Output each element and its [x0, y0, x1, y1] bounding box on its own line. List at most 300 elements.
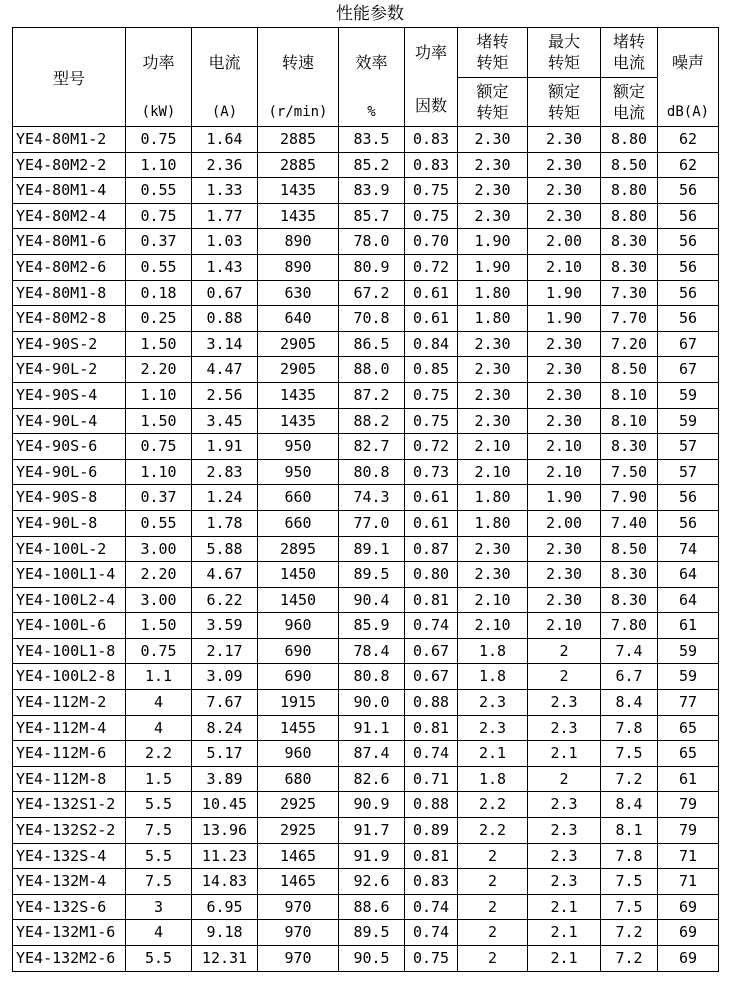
cell-locked-current-ratio: 7.2 [601, 920, 658, 946]
cell-speed: 630 [258, 280, 339, 306]
cell-speed: 1450 [258, 562, 339, 588]
cell-power: 0.18 [126, 280, 192, 306]
cell-locked-torque-ratio: 1.80 [458, 306, 528, 332]
cell-speed: 890 [258, 254, 339, 280]
table-row [13, 766, 719, 792]
table-row [13, 946, 719, 972]
table-row [13, 306, 719, 332]
cell-noise: 62 [658, 127, 719, 153]
cell-power: 1.5 [126, 766, 192, 792]
cell-noise: 56 [658, 229, 719, 255]
cell-speed: 950 [258, 459, 339, 485]
cell-locked-current-ratio: 7.30 [601, 280, 658, 306]
cell-model: YE4-90L-2 [13, 357, 126, 383]
cell-model: YE4-80M1-2 [13, 127, 126, 153]
cell-noise: 56 [658, 178, 719, 204]
cell-locked-current-ratio: 8.10 [601, 382, 658, 408]
cell-power: 0.55 [126, 178, 192, 204]
cell-power-factor: 0.83 [405, 869, 458, 895]
table-row [13, 459, 719, 485]
cell-speed: 970 [258, 920, 339, 946]
cell-max-torque-ratio: 2.3 [528, 715, 601, 741]
cell-speed: 1915 [258, 690, 339, 716]
cell-max-torque-ratio: 2.3 [528, 843, 601, 869]
cell-model: YE4-112M-8 [13, 766, 126, 792]
cell-power-factor: 0.72 [405, 254, 458, 280]
cell-current: 5.17 [192, 741, 258, 767]
cell-speed: 2925 [258, 818, 339, 844]
cell-locked-torque-ratio: 1.90 [458, 254, 528, 280]
cell-speed: 2905 [258, 357, 339, 383]
cell-speed: 1435 [258, 382, 339, 408]
cell-speed: 1435 [258, 408, 339, 434]
cell-current: 3.89 [192, 766, 258, 792]
cell-speed: 1450 [258, 587, 339, 613]
cell-max-torque-ratio: 2.1 [528, 741, 601, 767]
table-row [13, 229, 719, 255]
cell-power: 5.5 [126, 792, 192, 818]
cell-max-torque-ratio: 2.30 [528, 178, 601, 204]
cell-locked-current-ratio: 8.50 [601, 536, 658, 562]
cell-current: 1.33 [192, 178, 258, 204]
cell-max-torque-ratio: 2.30 [528, 331, 601, 357]
cell-current: 2.56 [192, 382, 258, 408]
cell-model: YE4-80M1-8 [13, 280, 126, 306]
cell-max-torque-ratio: 2.30 [528, 382, 601, 408]
header-power: 功率 (kW) [126, 28, 192, 127]
table-row [13, 127, 719, 153]
cell-speed: 1465 [258, 843, 339, 869]
cell-noise: 56 [658, 510, 719, 536]
cell-power-factor: 0.61 [405, 280, 458, 306]
cell-power: 0.75 [126, 638, 192, 664]
cell-max-torque-ratio: 2.30 [528, 587, 601, 613]
table-row [13, 254, 719, 280]
cell-locked-current-ratio: 7.5 [601, 869, 658, 895]
cell-power: 1.1 [126, 664, 192, 690]
cell-max-torque-ratio: 2.30 [528, 536, 601, 562]
cell-power-factor: 0.88 [405, 792, 458, 818]
cell-power: 2.20 [126, 357, 192, 383]
cell-model: YE4-80M2-4 [13, 203, 126, 229]
cell-noise: 79 [658, 792, 719, 818]
cell-power: 2.20 [126, 562, 192, 588]
cell-model: YE4-100L2-8 [13, 664, 126, 690]
cell-locked-torque-ratio: 2.1 [458, 741, 528, 767]
table-title: 性能参数 [336, 4, 404, 24]
cell-power: 7.5 [126, 869, 192, 895]
cell-efficiency: 89.5 [339, 920, 405, 946]
cell-efficiency: 80.8 [339, 459, 405, 485]
cell-power-factor: 0.75 [405, 408, 458, 434]
cell-speed: 960 [258, 741, 339, 767]
cell-locked-torque-ratio: 1.8 [458, 638, 528, 664]
cell-locked-current-ratio: 7.2 [601, 766, 658, 792]
cell-locked-torque-ratio: 1.90 [458, 229, 528, 255]
cell-speed: 660 [258, 485, 339, 511]
cell-model: YE4-100L1-8 [13, 638, 126, 664]
cell-model: YE4-132S1-2 [13, 792, 126, 818]
cell-power: 0.55 [126, 254, 192, 280]
cell-current: 0.88 [192, 306, 258, 332]
cell-power-factor: 0.89 [405, 818, 458, 844]
cell-locked-current-ratio: 8.30 [601, 434, 658, 460]
cell-power: 1.50 [126, 408, 192, 434]
cell-locked-current-ratio: 7.2 [601, 946, 658, 972]
cell-noise: 67 [658, 357, 719, 383]
cell-efficiency: 91.9 [339, 843, 405, 869]
cell-power: 5.5 [126, 843, 192, 869]
cell-model: YE4-100L-2 [13, 536, 126, 562]
cell-power: 4 [126, 690, 192, 716]
table-row [13, 485, 719, 511]
cell-locked-torque-ratio: 2.30 [458, 562, 528, 588]
cell-locked-current-ratio: 8.30 [601, 562, 658, 588]
cell-speed: 2895 [258, 536, 339, 562]
cell-locked-current-ratio: 7.80 [601, 613, 658, 639]
header-max-torque: 最大 转矩 额定 转矩 [528, 28, 601, 127]
cell-noise: 65 [658, 715, 719, 741]
cell-current: 1.64 [192, 127, 258, 153]
cell-speed: 680 [258, 766, 339, 792]
cell-model: YE4-112M-2 [13, 690, 126, 716]
cell-current: 7.67 [192, 690, 258, 716]
table-row [13, 741, 719, 767]
cell-max-torque-ratio: 2.3 [528, 818, 601, 844]
cell-noise: 59 [658, 638, 719, 664]
cell-locked-current-ratio: 8.30 [601, 587, 658, 613]
cell-efficiency: 90.0 [339, 690, 405, 716]
cell-power-factor: 0.88 [405, 690, 458, 716]
cell-current: 3.59 [192, 613, 258, 639]
cell-max-torque-ratio: 2.3 [528, 869, 601, 895]
cell-power: 0.75 [126, 127, 192, 153]
cell-efficiency: 88.2 [339, 408, 405, 434]
cell-noise: 64 [658, 587, 719, 613]
cell-efficiency: 70.8 [339, 306, 405, 332]
cell-noise: 71 [658, 843, 719, 869]
cell-locked-torque-ratio: 2.10 [458, 434, 528, 460]
cell-locked-current-ratio: 8.80 [601, 203, 658, 229]
cell-efficiency: 88.6 [339, 894, 405, 920]
cell-locked-torque-ratio: 2 [458, 843, 528, 869]
cell-max-torque-ratio: 2.30 [528, 127, 601, 153]
cell-power-factor: 0.81 [405, 587, 458, 613]
cell-max-torque-ratio: 2.30 [528, 152, 601, 178]
cell-model: YE4-132S-6 [13, 894, 126, 920]
cell-efficiency: 85.2 [339, 152, 405, 178]
cell-current: 4.67 [192, 562, 258, 588]
cell-locked-current-ratio: 7.90 [601, 485, 658, 511]
cell-locked-torque-ratio: 2 [458, 946, 528, 972]
cell-efficiency: 87.4 [339, 741, 405, 767]
cell-efficiency: 89.1 [339, 536, 405, 562]
cell-power-factor: 0.67 [405, 638, 458, 664]
cell-max-torque-ratio: 1.90 [528, 485, 601, 511]
cell-power: 0.75 [126, 434, 192, 460]
cell-current: 1.03 [192, 229, 258, 255]
cell-noise: 71 [658, 869, 719, 895]
cell-power-factor: 0.85 [405, 357, 458, 383]
cell-model: YE4-80M2-8 [13, 306, 126, 332]
cell-efficiency: 92.6 [339, 869, 405, 895]
cell-locked-torque-ratio: 1.80 [458, 510, 528, 536]
cell-current: 1.91 [192, 434, 258, 460]
cell-power-factor: 0.81 [405, 843, 458, 869]
cell-max-torque-ratio: 2.1 [528, 920, 601, 946]
cell-model: YE4-90L-8 [13, 510, 126, 536]
cell-current: 8.24 [192, 715, 258, 741]
cell-power-factor: 0.71 [405, 766, 458, 792]
cell-power: 1.10 [126, 152, 192, 178]
table-row [13, 638, 719, 664]
cell-power: 0.37 [126, 485, 192, 511]
cell-max-torque-ratio: 2.1 [528, 894, 601, 920]
cell-current: 11.23 [192, 843, 258, 869]
cell-locked-torque-ratio: 2.30 [458, 382, 528, 408]
cell-max-torque-ratio: 2.10 [528, 459, 601, 485]
cell-power-factor: 0.75 [405, 946, 458, 972]
cell-locked-current-ratio: 8.30 [601, 229, 658, 255]
cell-power-factor: 0.80 [405, 562, 458, 588]
cell-max-torque-ratio: 2.30 [528, 562, 601, 588]
table-row [13, 178, 719, 204]
cell-power: 7.5 [126, 818, 192, 844]
header-efficiency: 效率 % [339, 28, 405, 127]
table-row [13, 715, 719, 741]
cell-noise: 69 [658, 894, 719, 920]
performance-table [12, 27, 719, 972]
cell-locked-torque-ratio: 2.10 [458, 587, 528, 613]
table-row [13, 434, 719, 460]
cell-power-factor: 0.67 [405, 664, 458, 690]
cell-locked-current-ratio: 7.8 [601, 715, 658, 741]
cell-power: 1.10 [126, 382, 192, 408]
cell-model: YE4-100L-6 [13, 613, 126, 639]
cell-noise: 77 [658, 690, 719, 716]
cell-speed: 660 [258, 510, 339, 536]
cell-locked-torque-ratio: 2.3 [458, 715, 528, 741]
cell-speed: 2885 [258, 127, 339, 153]
cell-current: 1.77 [192, 203, 258, 229]
cell-noise: 56 [658, 254, 719, 280]
table-row [13, 843, 719, 869]
cell-power: 2.2 [126, 741, 192, 767]
cell-model: YE4-90S-2 [13, 331, 126, 357]
cell-locked-torque-ratio: 2 [458, 920, 528, 946]
cell-power-factor: 0.61 [405, 306, 458, 332]
header-model: 型号 [13, 28, 126, 127]
cell-max-torque-ratio: 2.10 [528, 254, 601, 280]
cell-noise: 69 [658, 946, 719, 972]
cell-power-factor: 0.74 [405, 920, 458, 946]
cell-locked-torque-ratio: 2.30 [458, 357, 528, 383]
cell-current: 13.96 [192, 818, 258, 844]
cell-max-torque-ratio: 2.1 [528, 946, 601, 972]
cell-noise: 56 [658, 203, 719, 229]
cell-noise: 62 [658, 152, 719, 178]
cell-speed: 2905 [258, 331, 339, 357]
cell-power: 1.50 [126, 331, 192, 357]
cell-power-factor: 0.75 [405, 203, 458, 229]
cell-noise: 59 [658, 408, 719, 434]
cell-power-factor: 0.84 [405, 331, 458, 357]
cell-speed: 690 [258, 664, 339, 690]
cell-max-torque-ratio: 2.10 [528, 434, 601, 460]
cell-speed: 1435 [258, 178, 339, 204]
cell-locked-torque-ratio: 2.10 [458, 613, 528, 639]
table-row [13, 382, 719, 408]
cell-speed: 950 [258, 434, 339, 460]
cell-efficiency: 83.9 [339, 178, 405, 204]
cell-efficiency: 74.3 [339, 485, 405, 511]
cell-max-torque-ratio: 2 [528, 638, 601, 664]
header-locked-rotor-torque: 堵转 转矩 额定 转矩 [458, 28, 528, 127]
cell-model: YE4-132S-4 [13, 843, 126, 869]
cell-current: 1.43 [192, 254, 258, 280]
cell-model: YE4-80M1-4 [13, 178, 126, 204]
cell-power: 1.50 [126, 613, 192, 639]
header-noise: 噪声 dB(A) [658, 28, 719, 127]
cell-model: YE4-132M1-6 [13, 920, 126, 946]
cell-current: 5.88 [192, 536, 258, 562]
cell-locked-current-ratio: 8.10 [601, 408, 658, 434]
cell-model: YE4-100L1-4 [13, 562, 126, 588]
cell-power-factor: 0.83 [405, 152, 458, 178]
cell-locked-current-ratio: 7.5 [601, 894, 658, 920]
cell-locked-current-ratio: 8.80 [601, 178, 658, 204]
table-row [13, 357, 719, 383]
cell-locked-current-ratio: 8.50 [601, 357, 658, 383]
table-row [13, 792, 719, 818]
cell-efficiency: 87.2 [339, 382, 405, 408]
table-row [13, 587, 719, 613]
table-row [13, 562, 719, 588]
cell-efficiency: 67.2 [339, 280, 405, 306]
cell-max-torque-ratio: 2.3 [528, 792, 601, 818]
cell-power-factor: 0.61 [405, 510, 458, 536]
cell-noise: 61 [658, 613, 719, 639]
header-power-factor: 功率 因数 [405, 28, 458, 127]
table-row [13, 869, 719, 895]
cell-locked-current-ratio: 8.1 [601, 818, 658, 844]
cell-power: 4 [126, 715, 192, 741]
cell-model: YE4-132M-4 [13, 869, 126, 895]
cell-power: 3.00 [126, 587, 192, 613]
cell-model: YE4-90L-4 [13, 408, 126, 434]
cell-noise: 59 [658, 382, 719, 408]
cell-locked-torque-ratio: 1.80 [458, 280, 528, 306]
cell-locked-torque-ratio: 2.10 [458, 459, 528, 485]
header-locked-rotor-current: 堵转 电流 额定 电流 [601, 28, 658, 127]
cell-efficiency: 86.5 [339, 331, 405, 357]
cell-efficiency: 80.8 [339, 664, 405, 690]
table-row [13, 510, 719, 536]
table-row [13, 894, 719, 920]
cell-efficiency: 78.4 [339, 638, 405, 664]
table-body [13, 127, 719, 972]
cell-current: 1.24 [192, 485, 258, 511]
cell-efficiency: 90.4 [339, 587, 405, 613]
cell-locked-torque-ratio: 2 [458, 894, 528, 920]
cell-power: 0.75 [126, 203, 192, 229]
cell-max-torque-ratio: 2 [528, 766, 601, 792]
cell-max-torque-ratio: 1.90 [528, 280, 601, 306]
cell-power: 0.37 [126, 229, 192, 255]
cell-current: 6.22 [192, 587, 258, 613]
cell-locked-current-ratio: 8.80 [601, 127, 658, 153]
cell-efficiency: 91.7 [339, 818, 405, 844]
cell-noise: 69 [658, 920, 719, 946]
cell-model: YE4-112M-4 [13, 715, 126, 741]
cell-model: YE4-80M2-2 [13, 152, 126, 178]
cell-locked-torque-ratio: 1.8 [458, 664, 528, 690]
table-row [13, 408, 719, 434]
cell-locked-torque-ratio: 2.30 [458, 178, 528, 204]
cell-efficiency: 90.9 [339, 792, 405, 818]
cell-noise: 56 [658, 306, 719, 332]
table-row [13, 664, 719, 690]
cell-current: 0.67 [192, 280, 258, 306]
cell-locked-current-ratio: 6.7 [601, 664, 658, 690]
cell-power: 1.10 [126, 459, 192, 485]
cell-power: 5.5 [126, 946, 192, 972]
cell-noise: 56 [658, 485, 719, 511]
table-row [13, 818, 719, 844]
cell-locked-torque-ratio: 2 [458, 869, 528, 895]
cell-model: YE4-90S-8 [13, 485, 126, 511]
table-row [13, 331, 719, 357]
cell-max-torque-ratio: 2 [528, 664, 601, 690]
cell-locked-torque-ratio: 2.30 [458, 536, 528, 562]
cell-power: 3.00 [126, 536, 192, 562]
cell-noise: 64 [658, 562, 719, 588]
cell-current: 1.78 [192, 510, 258, 536]
cell-current: 3.14 [192, 331, 258, 357]
cell-power-factor: 0.70 [405, 229, 458, 255]
header-row [13, 28, 719, 127]
table-row [13, 152, 719, 178]
cell-efficiency: 82.7 [339, 434, 405, 460]
cell-power-factor: 0.74 [405, 613, 458, 639]
cell-max-torque-ratio: 1.90 [528, 306, 601, 332]
cell-speed: 2925 [258, 792, 339, 818]
cell-speed: 970 [258, 894, 339, 920]
cell-current: 4.47 [192, 357, 258, 383]
cell-locked-current-ratio: 7.40 [601, 510, 658, 536]
cell-current: 3.09 [192, 664, 258, 690]
cell-efficiency: 91.1 [339, 715, 405, 741]
table-row [13, 203, 719, 229]
cell-locked-current-ratio: 8.50 [601, 152, 658, 178]
cell-speed: 1455 [258, 715, 339, 741]
cell-noise: 67 [658, 331, 719, 357]
table-row [13, 280, 719, 306]
cell-speed: 1435 [258, 203, 339, 229]
cell-max-torque-ratio: 2.10 [528, 613, 601, 639]
cell-efficiency: 90.5 [339, 946, 405, 972]
cell-power-factor: 0.73 [405, 459, 458, 485]
cell-efficiency: 85.9 [339, 613, 405, 639]
cell-locked-torque-ratio: 1.8 [458, 766, 528, 792]
cell-speed: 690 [258, 638, 339, 664]
cell-locked-current-ratio: 7.8 [601, 843, 658, 869]
cell-locked-current-ratio: 8.4 [601, 792, 658, 818]
cell-noise: 57 [658, 434, 719, 460]
cell-max-torque-ratio: 2.00 [528, 510, 601, 536]
cell-locked-torque-ratio: 2.30 [458, 203, 528, 229]
cell-locked-torque-ratio: 2.30 [458, 127, 528, 153]
